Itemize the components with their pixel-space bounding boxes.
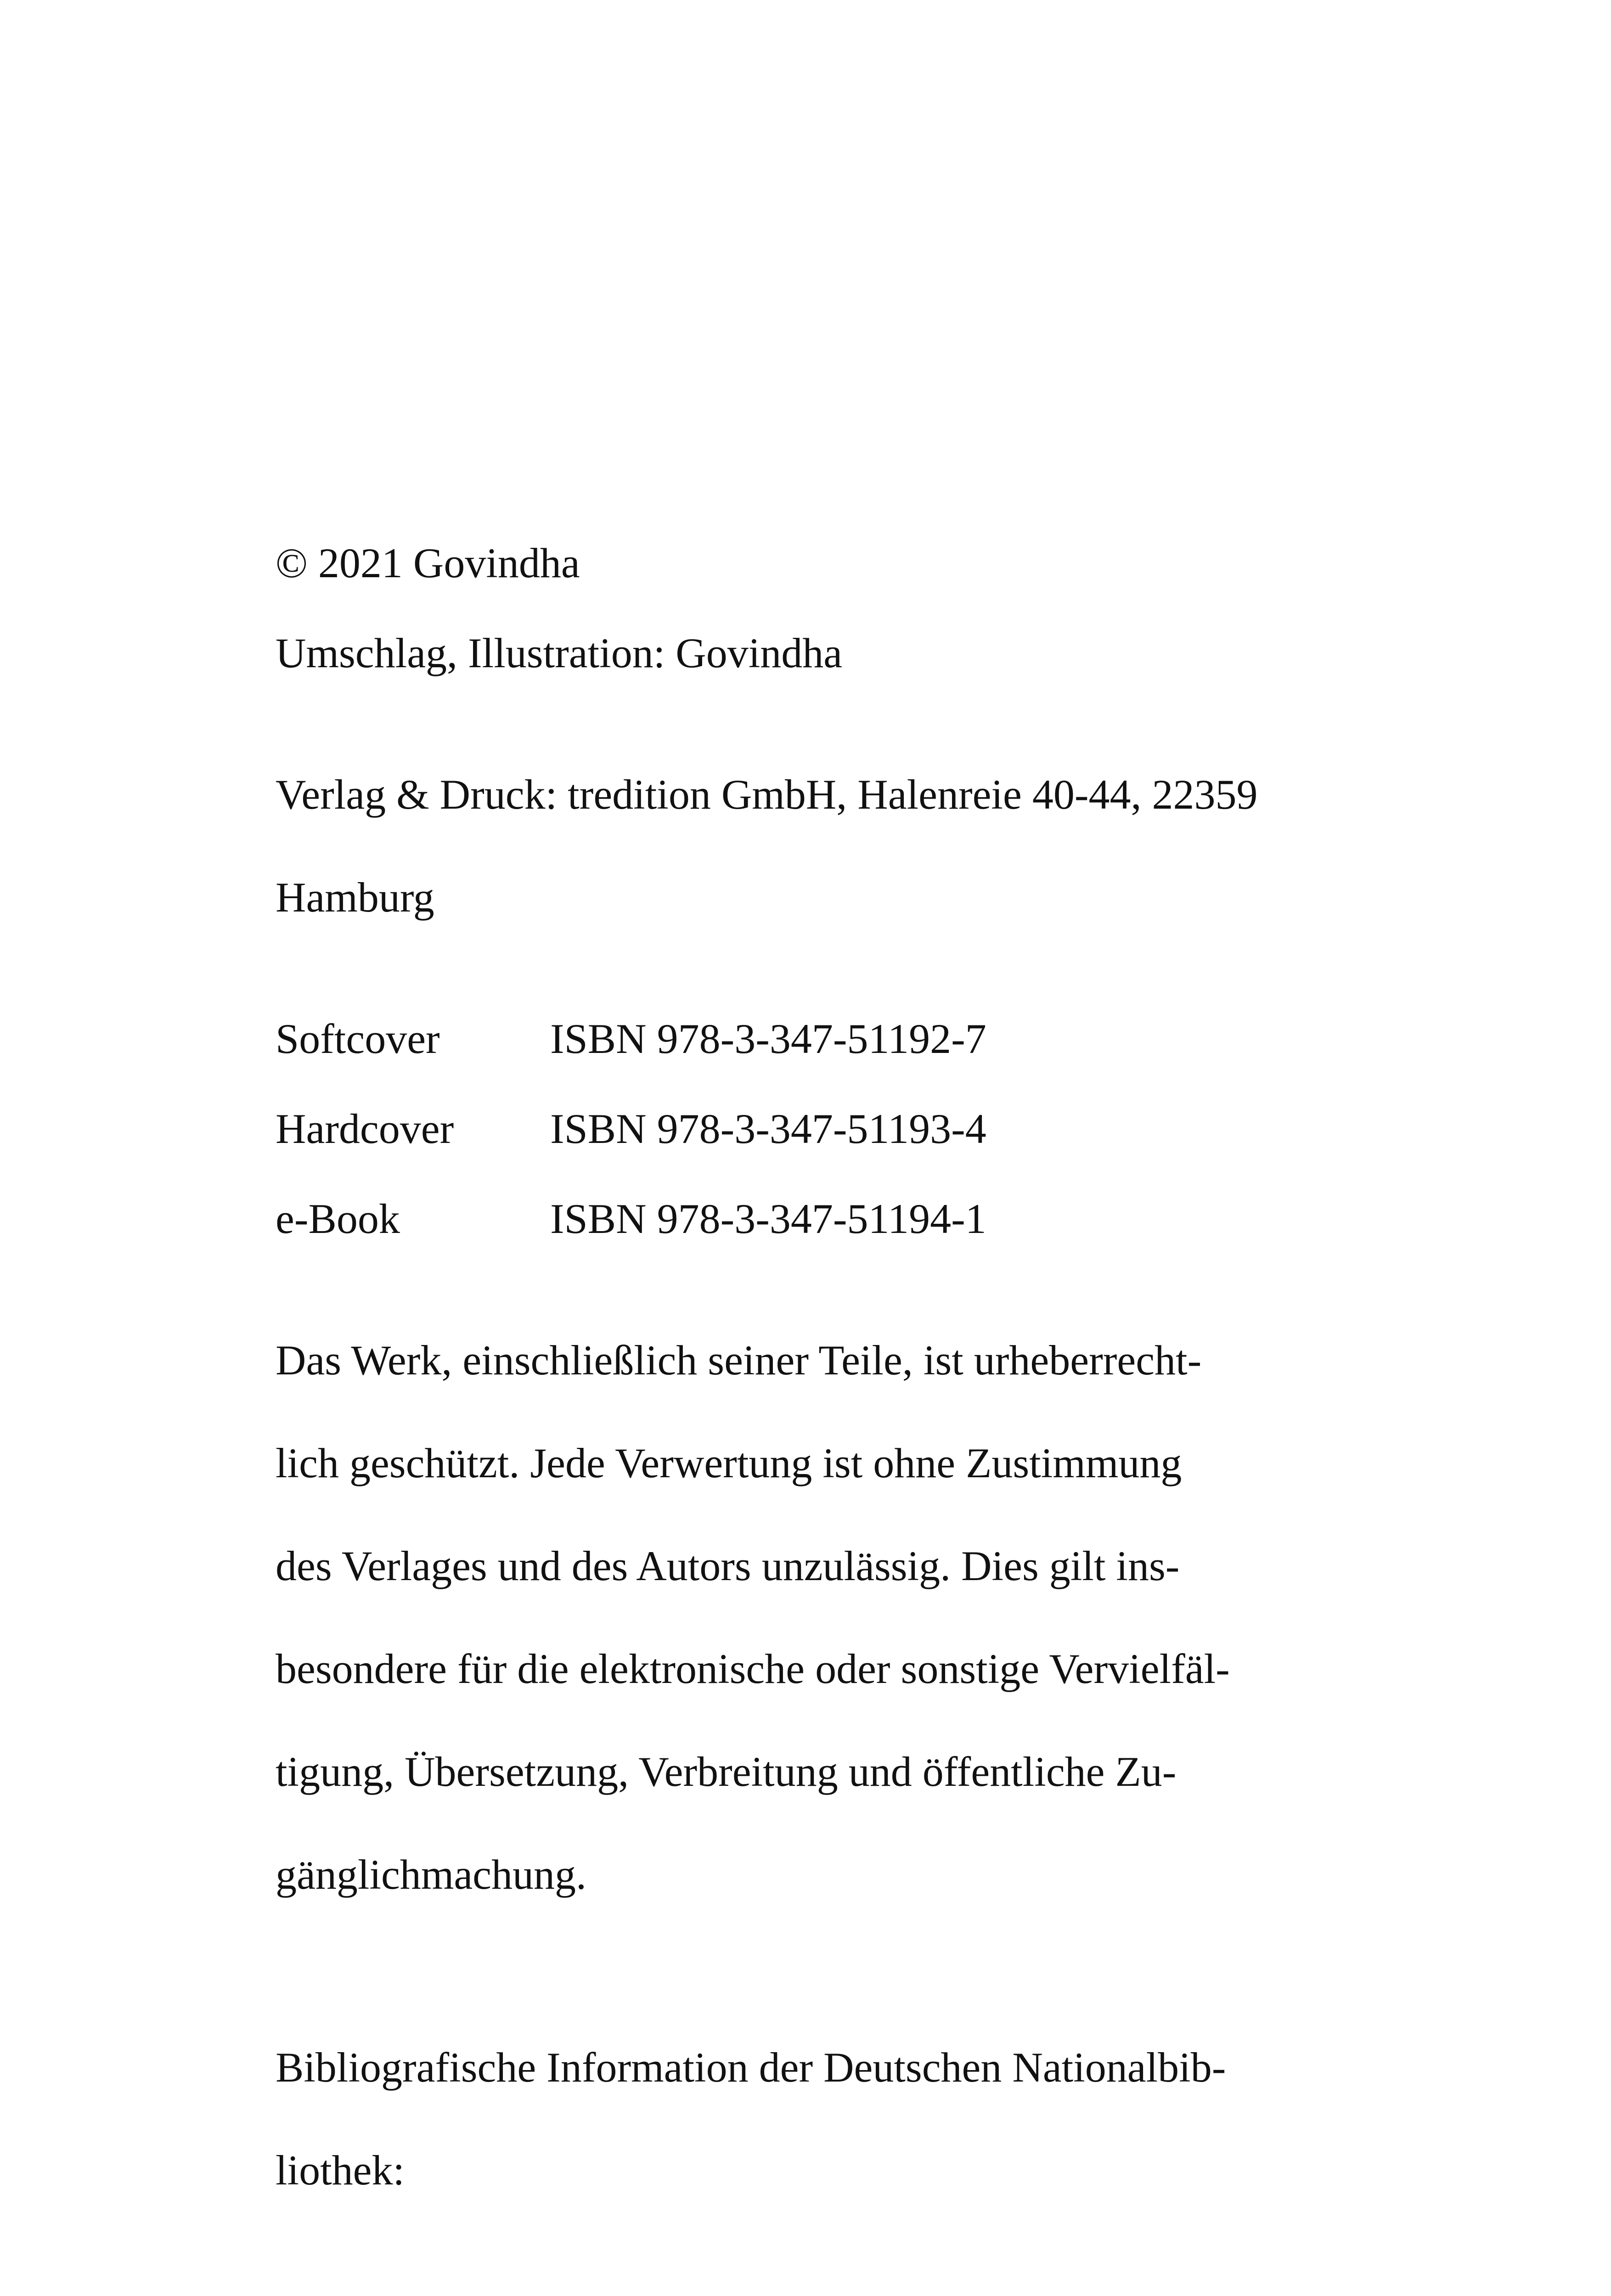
rights-notice — [276, 1283, 1350, 1952]
cover-credit: Umschlag, Illustration: Govindha — [276, 630, 843, 676]
isbn-row-hardcover — [276, 1103, 1350, 1154]
rights-line: lich geschützt. Jede Verwertung ist ohne Zustimmung — [276, 1440, 1182, 1486]
dnb-heading-line: Bibliografische Information der Deutschen Nationalbib- — [276, 2044, 1226, 2091]
publisher-line: Verlag & Druck: tredition GmbH, Halenreie 40-44, 22359 — [276, 771, 1258, 818]
isbn-format: Softcover — [276, 1015, 440, 1062]
isbn-number: ISBN 978-3-347-51193-4 — [550, 1105, 986, 1152]
isbn-row-ebook — [276, 1193, 1350, 1244]
rights-line: des Verlages und des Autors unzulässig. Dies gilt ins- — [276, 1542, 1180, 1589]
isbn-format: e-Book — [276, 1195, 400, 1242]
dnb-heading — [276, 1990, 1350, 2247]
isbn-format: Hardcover — [276, 1105, 454, 1152]
isbn-row-softcover — [276, 1013, 1350, 1064]
publisher-address — [276, 717, 1350, 974]
rights-line: tigung, Übersetzung, Verbreitung und öffentliche Zu- — [276, 1748, 1177, 1795]
dnb-text — [276, 2286, 1350, 2296]
isbn-number: ISBN 978-3-347-51192-7 — [550, 1015, 986, 1062]
dnb-heading-line: liothek: — [276, 2147, 405, 2194]
rights-line: gänglichmachung. — [276, 1851, 587, 1898]
copyright-notice: © 2021 Govindha — [276, 540, 580, 586]
publisher-line: Hamburg — [276, 874, 434, 921]
rights-line: besondere für die elektronische oder sonstige Vervielfäl- — [276, 1645, 1230, 1692]
imprint-content — [276, 537, 1350, 2296]
rights-line: Das Werk, einschließlich seiner Teile, ist urheberrecht- — [276, 1337, 1202, 1384]
isbn-number: ISBN 978-3-347-51194-1 — [550, 1195, 986, 1242]
